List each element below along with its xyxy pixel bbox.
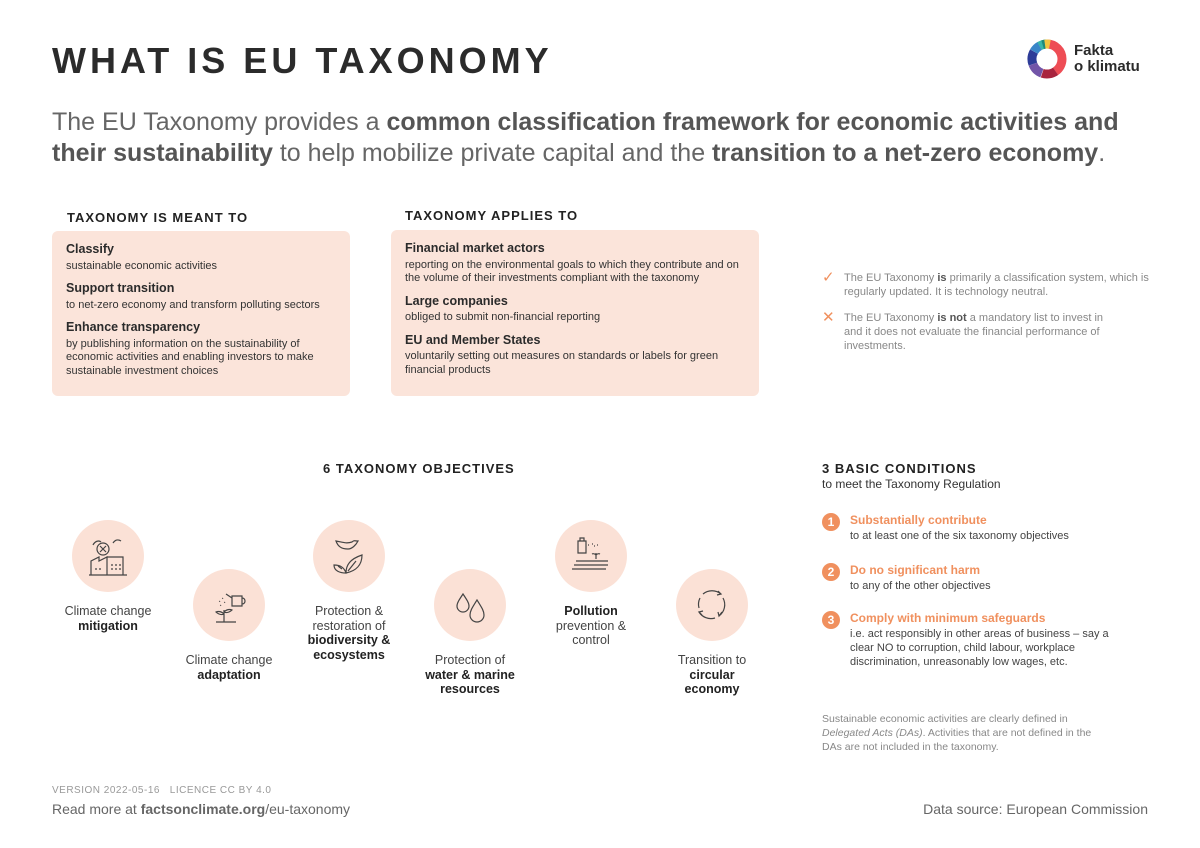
condition-text: to any of the other objectives	[850, 580, 991, 592]
condition-title: Do no significant harm	[850, 563, 981, 577]
footnote-text: . Activities that are not defined in the DAs are not included in the taxonomy.	[822, 727, 1092, 753]
objective-text: Climate change	[64, 604, 152, 618]
lead-bold: common classification framework for economic activities and their sustainability	[52, 108, 1119, 167]
objective-label	[647, 653, 777, 697]
circular-arrows-icon	[689, 582, 735, 628]
objective-circle	[676, 569, 748, 641]
version-info	[52, 785, 271, 796]
item-title: Large companies	[405, 293, 508, 308]
factory-icon	[85, 533, 131, 579]
note-text: The EU Taxonomy	[844, 312, 938, 324]
lead-paragraph	[52, 107, 1152, 169]
note-bold: is not	[937, 312, 967, 324]
water-drops-icon	[447, 582, 493, 628]
objective-circle	[72, 520, 144, 592]
item-title: Support transition	[66, 281, 175, 295]
footnote-italic: Delegated Acts (DAs)	[822, 727, 923, 739]
note-text: a mandatory list to invest in and it does not evaluate the financial performance of investments.	[844, 312, 1104, 352]
objective-text: prevention & control	[555, 618, 627, 647]
objective-circle	[313, 520, 385, 592]
version: VERSION 2022-05-16	[52, 785, 160, 796]
applies-item	[405, 242, 745, 286]
note-is-not	[822, 311, 1152, 353]
meant-item	[66, 282, 336, 312]
read-more-text: Read more at	[52, 801, 141, 817]
meant-item	[66, 243, 336, 273]
licence: LICENCE CC BY 4.0	[169, 785, 272, 796]
objective-bold: mitigation	[78, 618, 138, 633]
lead-text: .	[1098, 139, 1106, 167]
item-title: Classify	[66, 242, 114, 256]
applies-box	[391, 230, 759, 396]
objective-text: Protection & restoration of	[312, 604, 386, 633]
objective-circle	[555, 520, 627, 592]
donut-logo-icon	[1026, 38, 1068, 80]
meant-box	[52, 231, 350, 396]
bird-leaves-icon	[326, 533, 372, 579]
link-path[interactable]: /eu-taxonomy	[265, 801, 351, 817]
item-text: to net-zero economy and transform polluting sectors	[66, 298, 320, 311]
objective-text: Climate change	[185, 653, 273, 667]
condition-text: to at least one of the six taxonomy objectives	[850, 530, 1069, 542]
data-source: Data source: European Commission	[923, 801, 1148, 817]
logo-line2: o klimatu	[1074, 58, 1140, 75]
read-more	[52, 801, 350, 817]
page-title: WHAT IS EU TAXONOMY	[52, 40, 553, 81]
note-text: primarily a classification system, which is regularly updated. It is technology neutral.	[844, 272, 1149, 298]
applies-heading: TAXONOMY APPLIES TO	[405, 208, 579, 223]
condition-number: 3	[822, 611, 840, 629]
condition-item	[822, 513, 1069, 543]
item-title: Financial market actors	[405, 241, 545, 255]
meant-item	[66, 321, 336, 378]
condition-text: i.e. act responsibly in other areas of business – say a clear NO to corruption, child labour, workplace discrimination, unreasonably low wages, etc.	[850, 628, 1109, 668]
item-text: by publishing information on the sustainability of economic activities and enabling investors to make sustainable investment choices	[66, 337, 314, 377]
lead-text: to help mobilize private capital and the	[272, 139, 713, 167]
item-text: reporting on the environmental goals to which they contribute and on the volume of their investments compliant with the taxonomy	[405, 258, 739, 284]
item-text: voluntarily setting out measures on standards or labels for green financial products	[405, 350, 719, 376]
objective-label	[405, 653, 535, 697]
objective-bold: biodiversity & ecosystems	[307, 633, 391, 662]
logo[interactable]	[1026, 38, 1140, 80]
spraying-field-icon	[568, 533, 614, 579]
objective-label	[43, 604, 173, 633]
cross-icon: ✕	[822, 309, 835, 326]
lead-bold: transition to a net-zero economy	[712, 139, 1099, 167]
objective-bold: Pollution	[564, 604, 618, 618]
applies-item	[405, 295, 745, 325]
item-title: Enhance transparency	[66, 320, 201, 334]
objective-text: Protection of	[434, 653, 506, 667]
applies-item	[405, 334, 745, 378]
objectives-heading: 6 TAXONOMY OBJECTIVES	[323, 461, 515, 476]
footnote-text: Sustainable economic activities are clearly defined in	[822, 713, 1068, 725]
note-text: The EU Taxonomy	[844, 272, 938, 284]
condition-item	[822, 611, 1122, 669]
objective-text: Transition to	[677, 653, 747, 667]
objective-label	[164, 653, 294, 682]
objective-bold: adaptation	[197, 667, 261, 682]
condition-number: 2	[822, 563, 840, 581]
note-bold: is	[937, 272, 947, 284]
item-text: sustainable economic activities	[66, 259, 218, 272]
conditions-subheading: to meet the Taxonomy Regulation	[822, 477, 1001, 491]
objective-circle	[434, 569, 506, 641]
conditions-heading: 3 BASIC CONDITIONS	[822, 461, 977, 476]
objective-circle	[193, 569, 265, 641]
read-more-link[interactable]	[141, 801, 350, 817]
condition-title: Comply with minimum safeguards	[850, 611, 1046, 625]
condition-number: 1	[822, 513, 840, 531]
lead-text: The EU Taxonomy provides a	[52, 108, 387, 136]
item-title: EU and Member States	[405, 332, 541, 347]
watering-can-icon	[206, 582, 252, 628]
conditions-footnote	[822, 712, 1097, 754]
objective-label	[526, 604, 656, 648]
objective-bold: water & marine resources	[425, 667, 515, 696]
condition-title: Substantially contribute	[850, 513, 987, 527]
objective-label	[284, 604, 414, 662]
note-is	[822, 271, 1152, 299]
objective-bold: circular economy	[684, 667, 740, 696]
check-icon: ✓	[822, 269, 835, 286]
item-text: obliged to submit non-financial reporting	[405, 311, 601, 323]
condition-item	[822, 563, 991, 593]
meant-heading: TAXONOMY IS MEANT TO	[67, 210, 249, 225]
link-domain[interactable]: factsonclimate.org	[140, 801, 266, 817]
logo-line1: Fakta	[1074, 42, 1114, 59]
